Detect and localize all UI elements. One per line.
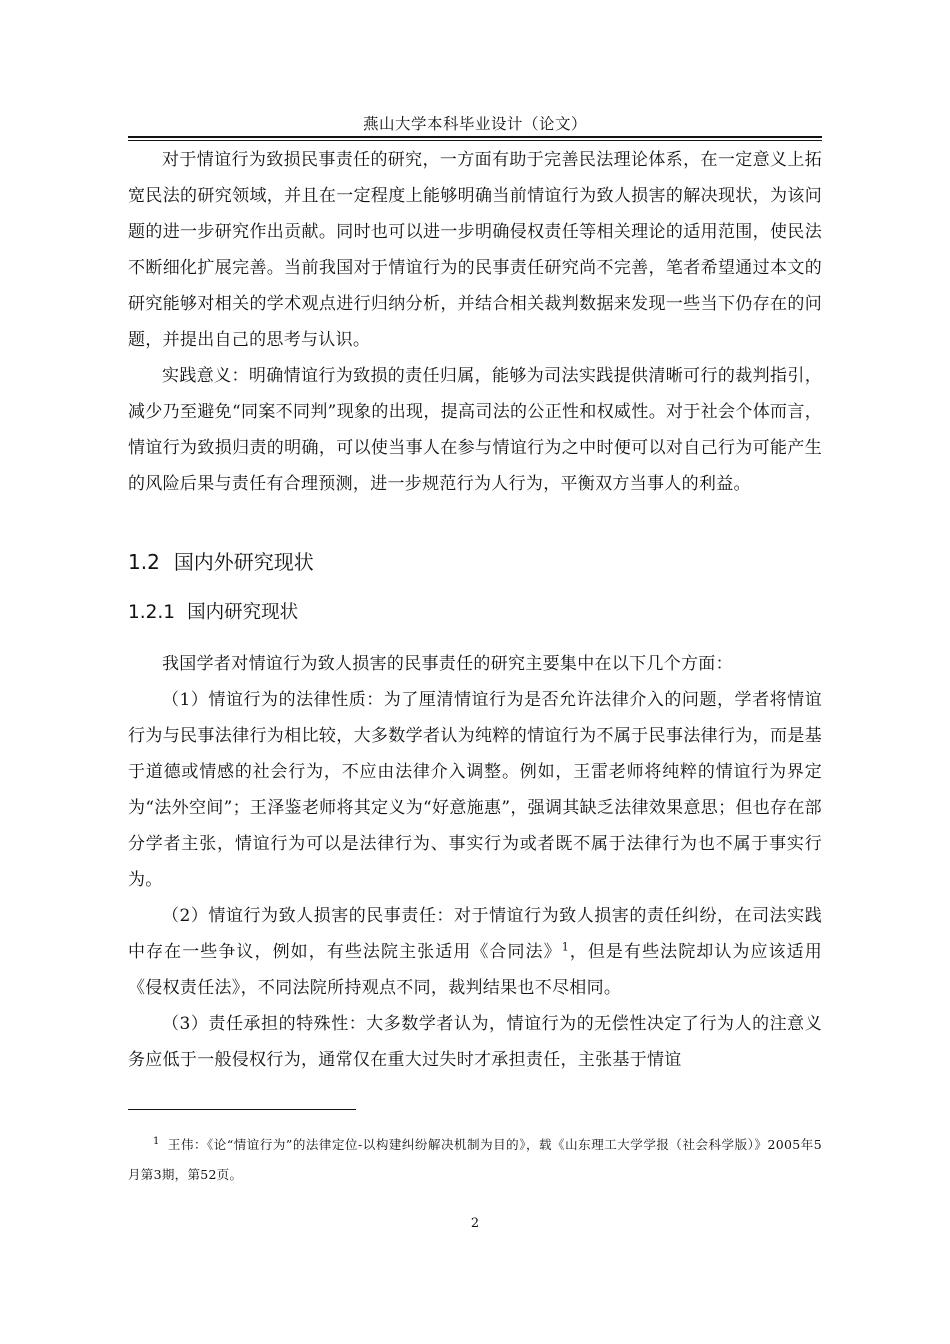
header-rule <box>128 136 822 138</box>
footnote <box>128 1130 822 1190</box>
page-number: 2 <box>470 1216 480 1231</box>
header-rule-thin <box>128 140 822 141</box>
subsection-heading <box>128 598 298 624</box>
paragraph-legal-nature: （1）情谊行为的法律性质：为了厘清情谊行为是否允许法律介入的问题，学者将情谊行为与民事法律行为相比较，大多数学者认为纯粹的情谊行为不属于民事法律行为，而是基于道德或情感的社会行为，不应由法律介入调整。例如，王雷老师将纯粹的情谊行为界定为“法外空间”；王泽鉴老师将其定义为“好意施惠”，强调其缺乏法律效果意思；但也存在部分学者主张，情谊行为可以是法律行为、事实行为或者既不属于法律行为也不属于事实行为。 <box>128 690 822 890</box>
running-header: 燕山大学本科毕业设计（论文） <box>362 115 587 133</box>
section-title: 国内外研究现状 <box>173 550 314 574</box>
section-heading <box>128 546 314 575</box>
footnote-separator <box>128 1109 356 1110</box>
paragraph-intro: 我国学者对情谊行为致人损害的民事责任的研究主要集中在以下几个方面： <box>162 654 733 674</box>
subsection-number: 1.2.1 <box>128 602 176 623</box>
footnote-text: 王伟：《论“情谊行为”的法律定位-以构建纠纷解决机制为目的》，载《山东理工大学学报（社会科学版）》2005年5月第3期，第52页。 <box>128 1137 822 1182</box>
paragraph-practical-significance: 实践意义：明确情谊行为致损的责任归属，能够为司法实践提供清晰可行的裁判指引，减少乃至避免“同案不同判”现象的出现，提高司法的公正性和权威性。对于社会个体而言，情谊行为致损归责的明确，可以使当事人在参与情谊行为之中时便可以对自己行为可能产生的风险后果与责任有合理预测，进一步规范行为人行为，平衡双方当事人的利益。 <box>128 366 822 494</box>
section-number: 1.2 <box>128 550 160 574</box>
paragraph-civil-liability <box>128 898 822 1006</box>
paragraph-research-significance: 对于情谊行为致损民事责任的研究，一方面有助于完善民法理论体系，在一定意义上拓宽民法的研究领域，并且在一定程度上能够明确当前情谊行为致人损害的解决现状，为该问题的进一步研究作出贡献。同时也可以进一步明确侵权责任等相关理论的适用范围，使民法不断细化扩展完善。当前我国对于情谊行为的民事责任研究尚不完善，笔者希望通过本文的研究能够对相关的学术观点进行归纳分析，并结合相关裁判数据来发现一些当下仍存在的问题，并提出自己的思考与认识。 <box>128 150 822 350</box>
subsection-title: 国内研究现状 <box>187 602 299 623</box>
body-text-bottom <box>128 646 822 1078</box>
footnote-reference[interactable]: 1 <box>561 940 570 954</box>
body-text-top <box>128 142 822 502</box>
paragraph-text: ，但是有些法院却认为应该适用《侵权责任法》，不同法院所持观点不同，裁判结果也不尽相同。 <box>128 942 823 998</box>
paragraph-special-liability: （3）责任承担的特殊性：大多数学者认为，情谊行为的无偿性决定了行为人的注意义务应低于一般侵权行为，通常仅在重大过失时才承担责任，主张基于情谊 <box>128 1014 822 1070</box>
footnote-mark: 1 <box>153 1135 160 1147</box>
paragraph-text: （2）情谊行为致人损害的民事责任：对于情谊行为致人损害的责任纠纷，在司法实践中存在一些争议，例如，有些法院主张适用《合同法》 <box>128 906 822 962</box>
